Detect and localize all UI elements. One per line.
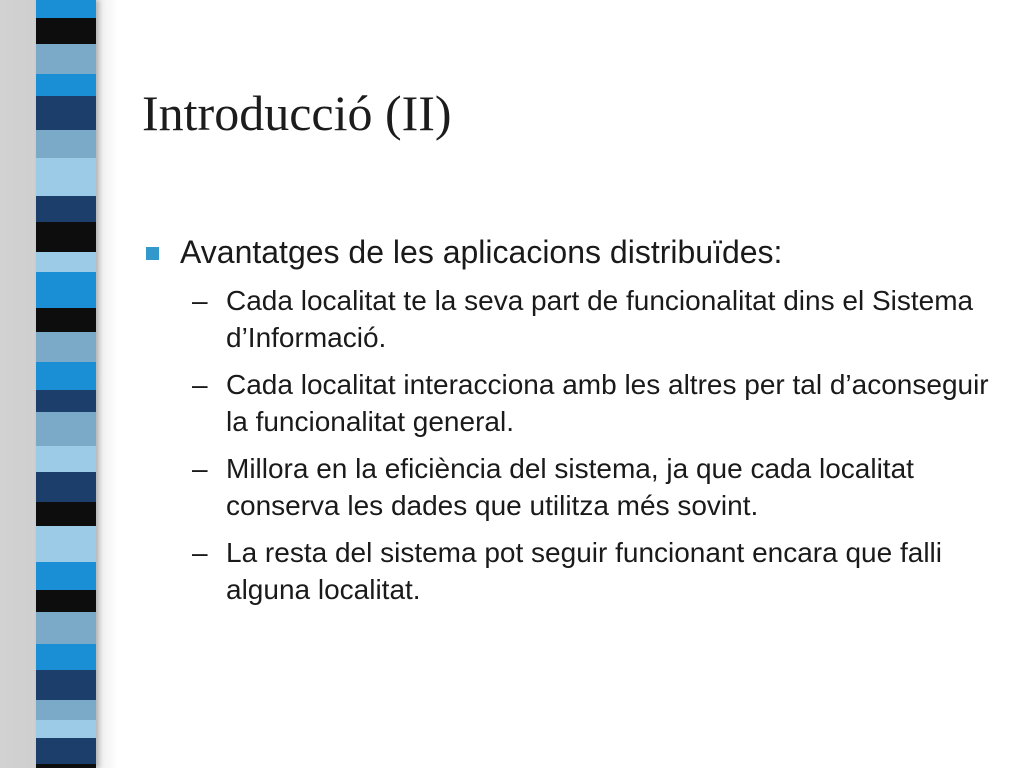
stripe-block bbox=[36, 18, 96, 44]
stripe-block bbox=[36, 644, 96, 670]
decorative-stripe-column bbox=[36, 0, 96, 768]
sub-bullet-text: La resta del sistema pot seguir funcionant encara que falli alguna localitat. bbox=[226, 537, 942, 605]
dash-bullet-icon: – bbox=[192, 285, 208, 316]
sub-bullet-item bbox=[142, 450, 1002, 524]
stripe-block bbox=[36, 590, 96, 612]
stripe-block bbox=[36, 74, 96, 96]
stripe-block bbox=[36, 472, 96, 502]
stripe-block bbox=[36, 96, 96, 130]
stripe-block bbox=[36, 362, 96, 390]
stripe-block bbox=[36, 222, 96, 252]
stripe-block bbox=[36, 130, 96, 158]
sub-bullet-text: Cada localitat interacciona amb les altres per tal d’aconseguir la funcionalitat general. bbox=[226, 369, 989, 437]
stripe-block bbox=[36, 720, 96, 738]
stripe-block bbox=[36, 526, 96, 562]
sub-bullet-item bbox=[142, 366, 1002, 440]
stripe-block bbox=[36, 196, 96, 222]
main-bullet-text: Avantatges de les aplicacions distribuïdes: bbox=[180, 234, 783, 270]
square-bullet-icon bbox=[146, 247, 159, 260]
stripe-block bbox=[36, 612, 96, 644]
stripe-block bbox=[36, 764, 96, 768]
stripe-block bbox=[36, 44, 96, 74]
slide-content bbox=[142, 232, 1002, 618]
stripe-block bbox=[36, 0, 96, 18]
stripe-block bbox=[36, 252, 96, 272]
stripe-block bbox=[36, 446, 96, 472]
stripe-block bbox=[36, 412, 96, 446]
dash-bullet-icon: – bbox=[192, 537, 208, 568]
stripe-block bbox=[36, 332, 96, 362]
sub-bullet-item bbox=[142, 282, 1002, 356]
sub-bullet-text: Millora en la eficiència del sistema, ja que cada localitat conserva les dades que utilitza més sovint. bbox=[226, 453, 914, 521]
stripe-block bbox=[36, 670, 96, 700]
stripe-block bbox=[36, 158, 96, 196]
stripe-block bbox=[36, 502, 96, 526]
stripe-block bbox=[36, 562, 96, 590]
sub-bullet-list bbox=[142, 282, 1002, 608]
main-bullet bbox=[142, 232, 1002, 272]
sub-bullet-text: Cada localitat te la seva part de funcionalitat dins el Sistema d’Informació. bbox=[226, 285, 974, 353]
stripe-block bbox=[36, 272, 96, 308]
stripe-block bbox=[36, 738, 96, 764]
stripe-block bbox=[36, 390, 96, 412]
sub-bullet-item bbox=[142, 534, 1002, 608]
dash-bullet-icon: – bbox=[192, 369, 208, 400]
stripe-block bbox=[36, 700, 96, 720]
slide-title: Introducció (II) bbox=[142, 85, 452, 141]
stripe-block bbox=[36, 308, 96, 332]
dash-bullet-icon: – bbox=[192, 453, 208, 484]
